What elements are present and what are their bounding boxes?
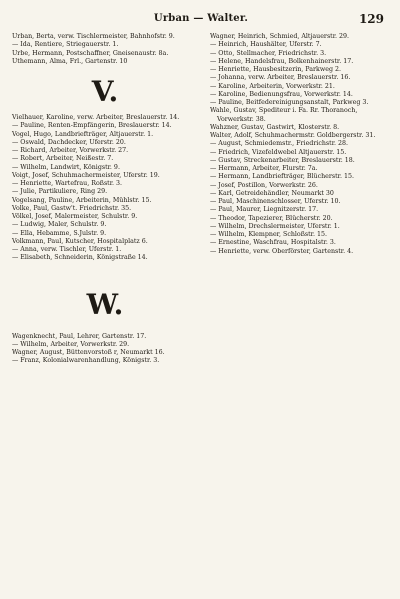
directory-entry: Vielhauer, Karoline, verw. Arbeiter, Breslauerstr. 14. xyxy=(12,114,180,121)
directory-entry: — Wilhelm, Landwirt, Königstr. 9. xyxy=(12,163,120,171)
running-title: Urban — Walter. xyxy=(153,13,249,24)
directory-entry: — Franz, Kolonialwarenhandlung, Königstr. 3. xyxy=(12,357,160,365)
right-column xyxy=(210,33,396,256)
directory-entry: — Friedrich, Vizefeldwebel Altjauerstr. 15. xyxy=(210,148,347,156)
directory-entry: Voigt, Josef, Schuhmachermeister, Uferstr. 19. xyxy=(12,171,160,179)
directory-entry: — Gustav, Streckenarbeiter, Breslauerstr. 18. xyxy=(210,156,355,164)
directory-entry: — Paul, Maschinenschlosser, Uferstr. 10. xyxy=(210,198,341,205)
directory-entry: — Hermann, Landbriefträger, Blücherstr. 15. xyxy=(210,173,354,181)
directory-entry: Vogel, Hugo, Landbriefträger, Altjauerstr. 1. xyxy=(12,130,154,138)
directory-entry: — Anna, verw. Tischler, Uferstr. 1. xyxy=(12,246,122,253)
directory-entry: — Ida, Rentiere, Striegauerstr. 1. xyxy=(12,41,119,49)
section-letter-v: V. xyxy=(91,75,119,108)
directory-entry: Wagenknecht, Paul, Lehrer, Gartenstr. 17. xyxy=(12,332,147,340)
directory-entry: Volke, Paul, Gastw't. Friedrichstr. 35. xyxy=(12,204,132,212)
directory-entry: — Henriette, verw. Oberförster, Gartenstr. 4. xyxy=(210,247,354,255)
directory-entry: — Otto, Stellmacher, Friedrichstr. 3. xyxy=(210,49,327,57)
directory-entry: Uthemann, Alma, Frl., Gartenstr. 10 xyxy=(12,57,128,65)
directory-entry: Wagner, Heinrich, Schmied, Altjauerstr. 29. xyxy=(210,33,350,40)
directory-entry: — August, Schmiedemstr., Friedrichstr. 28. xyxy=(210,140,349,148)
directory-entry: — Helene, Handelsfrau, Bolkenhainerstr. 17. xyxy=(210,57,354,65)
directory-entry: — Karl, Getreidehändler, Neumarkt 30 xyxy=(210,189,334,197)
directory-entry: — Henriette, Wartefrau, Roßstr. 3. xyxy=(12,180,123,187)
directory-entry: — Julie, Partikuliere, Ring 29. xyxy=(12,188,108,196)
directory-entry: — Wilhelm, Drechslermeister, Uferstr. 1. xyxy=(210,222,340,230)
directory-entry: — Wilhelm, Arbeiter, Vorwerkstr. 29. xyxy=(12,340,130,348)
directory-entry: — Hermann, Arbeiter, Flurstr. 7a. xyxy=(210,165,318,172)
directory-entry: — Robert, Arbeiter, Neißestr. 7. xyxy=(12,155,114,163)
directory-entry: Volkmann, Paul, Kutscher, Hospitalplatz 6. xyxy=(12,237,148,245)
page-number: 129 xyxy=(358,12,384,26)
directory-entry: — Ludwig, Maler, Schulstr. 9. xyxy=(12,221,107,229)
directory-entry: — Ella, Hebamme, S.Julstr. 9. xyxy=(12,229,107,237)
page-header xyxy=(14,13,388,27)
directory-entry: Wahzner, Gustav, Gastwirt, Klosterstr. 8. xyxy=(210,123,340,131)
directory-entry: Urban, Berta, verw. Tischlermeister, Bahnhofstr. 9. xyxy=(12,33,175,40)
directory-entry: Wagner, August, Büttenvorstoß r, Neumarkt 16. xyxy=(12,349,165,356)
directory-entry: — Karoline, Bedienungsfrau, Vorwerkstr. 14. xyxy=(210,90,353,98)
directory-entry: — Richard, Arbeiter, Vorwerkstr. 27. xyxy=(12,147,129,154)
directory-entry: — Johanna, verw. Arbeiter, Breslauerstr. 16. xyxy=(210,74,351,82)
directory-entry: — Pauline, Beitfedereinigungsanstalt, Parkweg 3. xyxy=(210,99,369,106)
entries-v-group xyxy=(12,114,198,263)
directory-entry: — Paul, Maurer, Liegnitzerstr. 17. xyxy=(210,206,319,214)
directory-entry: — Wilhelm, Klempner, Schloßstr. 15. xyxy=(210,231,328,238)
left-column xyxy=(12,33,198,366)
entries-w-group xyxy=(12,333,198,366)
directory-entry: — Ernestine, Waschfrau, Hospitalstr. 3. xyxy=(210,239,336,247)
directory-entry: Urbe, Hermann, Postschaffner, Gneisenaustr. 8a. xyxy=(12,49,169,57)
section-letter-w: W. xyxy=(86,287,124,321)
directory-entry: — Josef, Postillon, Vorwerkstr. 26. xyxy=(210,181,318,189)
directory-entry: — Elisabeth, Schneiderin, Königstraße 14. xyxy=(12,254,148,262)
directory-entry: — Oswald, Dachdecker, Uferstr. 20. xyxy=(12,138,126,146)
directory-entry: — Henriette, Hausbesitzerin, Parkweg 2. xyxy=(210,66,341,73)
directory-entry: Walter, Adolf, Schuhmachermstr. Goldbergerstr. 31. xyxy=(210,132,376,139)
directory-entry: — Theodor, Tapezierer, Blücherstr. 20. xyxy=(210,214,333,222)
directory-entry: — Pauline, Renten-Empfängerin, Breslauerstr. 14. xyxy=(12,122,172,130)
directory-entry: — Heinrich, Haushälter, Uferstr. 7. xyxy=(210,41,322,49)
directory-entry: Wahle, Gustav, Spediteur i. Fa. Rr. Thoranoch, Vorwerkstr. 38. xyxy=(210,107,358,123)
entries-u-group xyxy=(12,33,198,66)
directory-entry: Völkel, Josef, Malermeister, Schulstr. 9. xyxy=(12,213,138,220)
directory-entry: — Karoline, Arbeiterin, Vorwerkstr. 21. xyxy=(210,82,335,90)
directory-entry: Vogelsang, Pauline, Arbeiterin, Mühlstr. 15. xyxy=(12,196,152,204)
